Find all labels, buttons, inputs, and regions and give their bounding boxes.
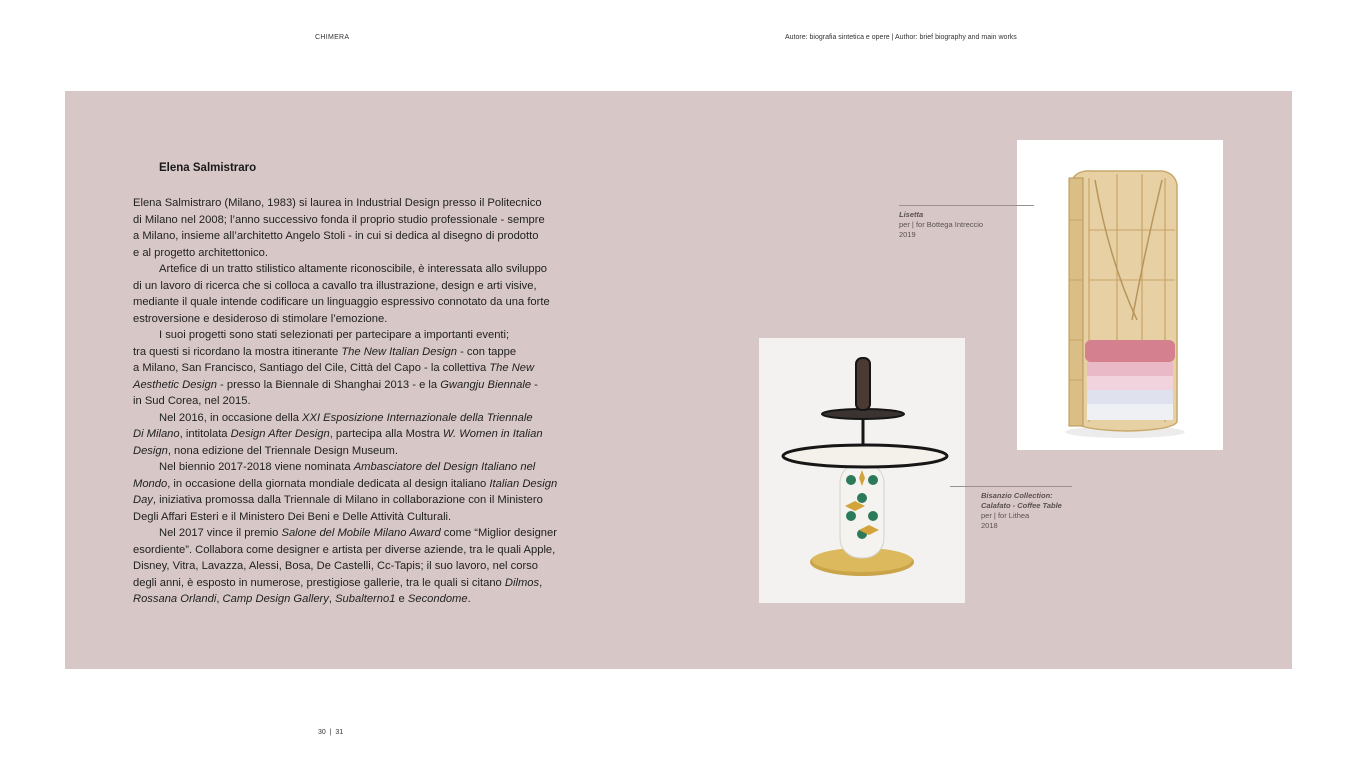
- table-caption-rule: [950, 486, 1072, 487]
- article-line: Rossana Orlandi, Camp Design Gallery, Subalterno1 e Secondome.: [133, 593, 471, 605]
- article-line: Nel 2016, in occasione della XXI Esposizione Internazionale della Triennale: [159, 411, 533, 424]
- header-section-title: Autore: biografia sintetica e opere | Author: brief biography and main works: [785, 34, 1017, 41]
- article-line: Mondo, in occasione della giornata mondiale dedicata al design italiano Italian Design: [133, 477, 558, 490]
- chair-illustration: [1017, 140, 1223, 450]
- article-paragraph: [133, 525, 603, 608]
- calafato-coffee-table-image: [759, 338, 965, 603]
- article-paragraph: [133, 261, 603, 327]
- article-line: in Sud Corea, nel 2015.: [133, 395, 251, 407]
- article-line: di un lavoro di ricerca che si colloca a cavallo tra illustrazione, design e arti visive,: [133, 279, 537, 292]
- article-line: mediante il quale intende codificare un linguaggio espressivo connotato da una forte: [133, 296, 550, 308]
- chair-caption: [899, 210, 983, 240]
- article-line: e al progetto architettonico.: [133, 246, 268, 259]
- article-line: Design, nona edizione del Triennale Design Museum.: [133, 444, 398, 457]
- chair-caption-rule: [899, 205, 1034, 206]
- article-line: Artefice di un tratto stilistico altamente riconoscibile, è interessata allo sviluppo: [159, 263, 548, 275]
- article-line: Aesthetic Design - presso la Biennale di Shanghai 2013 - e la Gwangju Biennale -: [133, 378, 538, 391]
- article-line: Disney, Vitra, Lavazza, Alessi, Bosa, De Castelli, Cc-Tapis; il suo lavoro, nel corso: [133, 560, 538, 572]
- article-title: Elena Salmistraro: [159, 162, 257, 174]
- article-line: esordiente”. Collabora come designer e artista per diverse aziende, tra le quali Apple,: [133, 543, 556, 556]
- header-collection-title: CHIMERA: [315, 34, 350, 41]
- article-line: degli anni, è esposto in numerose, prestigiose gallerie, tra le quali si citano Dilmos,: [133, 576, 543, 589]
- article-line: di Milano nel 2008; l’anno successivo fonda il proprio studio professionale - sempre: [133, 213, 545, 226]
- chair-caption-maker: per | for Bottega Intreccio: [899, 220, 984, 229]
- table-caption-year: 2018: [981, 521, 998, 530]
- article-paragraph: [133, 410, 603, 460]
- content-panel: [65, 91, 1292, 669]
- article-line: a Milano, San Francisco, Santiago del Cile, Città del Capo - la collettiva The New: [133, 362, 535, 374]
- article-line: Nel 2017 vince il premio Salone del Mobile Milano Award come “Miglior designer: [159, 527, 557, 539]
- article-line: tra questi si ricordano la mostra itinerante The New Italian Design - con tappe: [133, 345, 517, 358]
- article-paragraph: [133, 327, 603, 410]
- article-body: [133, 195, 603, 608]
- coffee-table-illustration: [759, 338, 965, 603]
- article-line: Degli Affari Esteri e il Ministero Dei Beni e Delle Attività Culturali.: [133, 510, 452, 523]
- article-paragraph: [133, 459, 603, 525]
- page-numbers: 30 | 31: [318, 729, 344, 736]
- lisetta-chair-image: [1017, 140, 1223, 450]
- table-caption: [981, 491, 1062, 531]
- article-line: Di Milano, intitolata Design After Design, partecipa alla Mostra W. Women in Italian: [133, 428, 543, 440]
- article-line: I suoi progetti sono stati selezionati per partecipare a importanti eventi;: [159, 329, 510, 341]
- article-line: Elena Salmistraro (Milano, 1983) si laurea in Industrial Design presso il Politecnico: [133, 197, 542, 209]
- table-caption-maker: per | for Lithea: [981, 511, 1030, 520]
- chair-caption-year: 2019: [899, 230, 916, 239]
- article-paragraph: [133, 195, 603, 261]
- table-caption-title-1: Bisanzio Collection:: [981, 491, 1053, 500]
- table-caption-title-2: Calafato - Coffee Table: [981, 501, 1062, 510]
- article-line: Nel biennio 2017-2018 viene nominata Ambasciatore del Design Italiano nel: [159, 461, 536, 473]
- article-line: Day, iniziativa promossa dalla Triennale di Milano in collaborazione con il Ministero: [133, 494, 543, 506]
- article-line: a Milano, insieme all’architetto Angelo Stoli - in cui si dedica al disegno di prodotto: [133, 230, 539, 242]
- article-line: estroversione e desideroso di stimolare l’emozione.: [133, 312, 388, 325]
- chair-caption-title: Lisetta: [899, 210, 924, 219]
